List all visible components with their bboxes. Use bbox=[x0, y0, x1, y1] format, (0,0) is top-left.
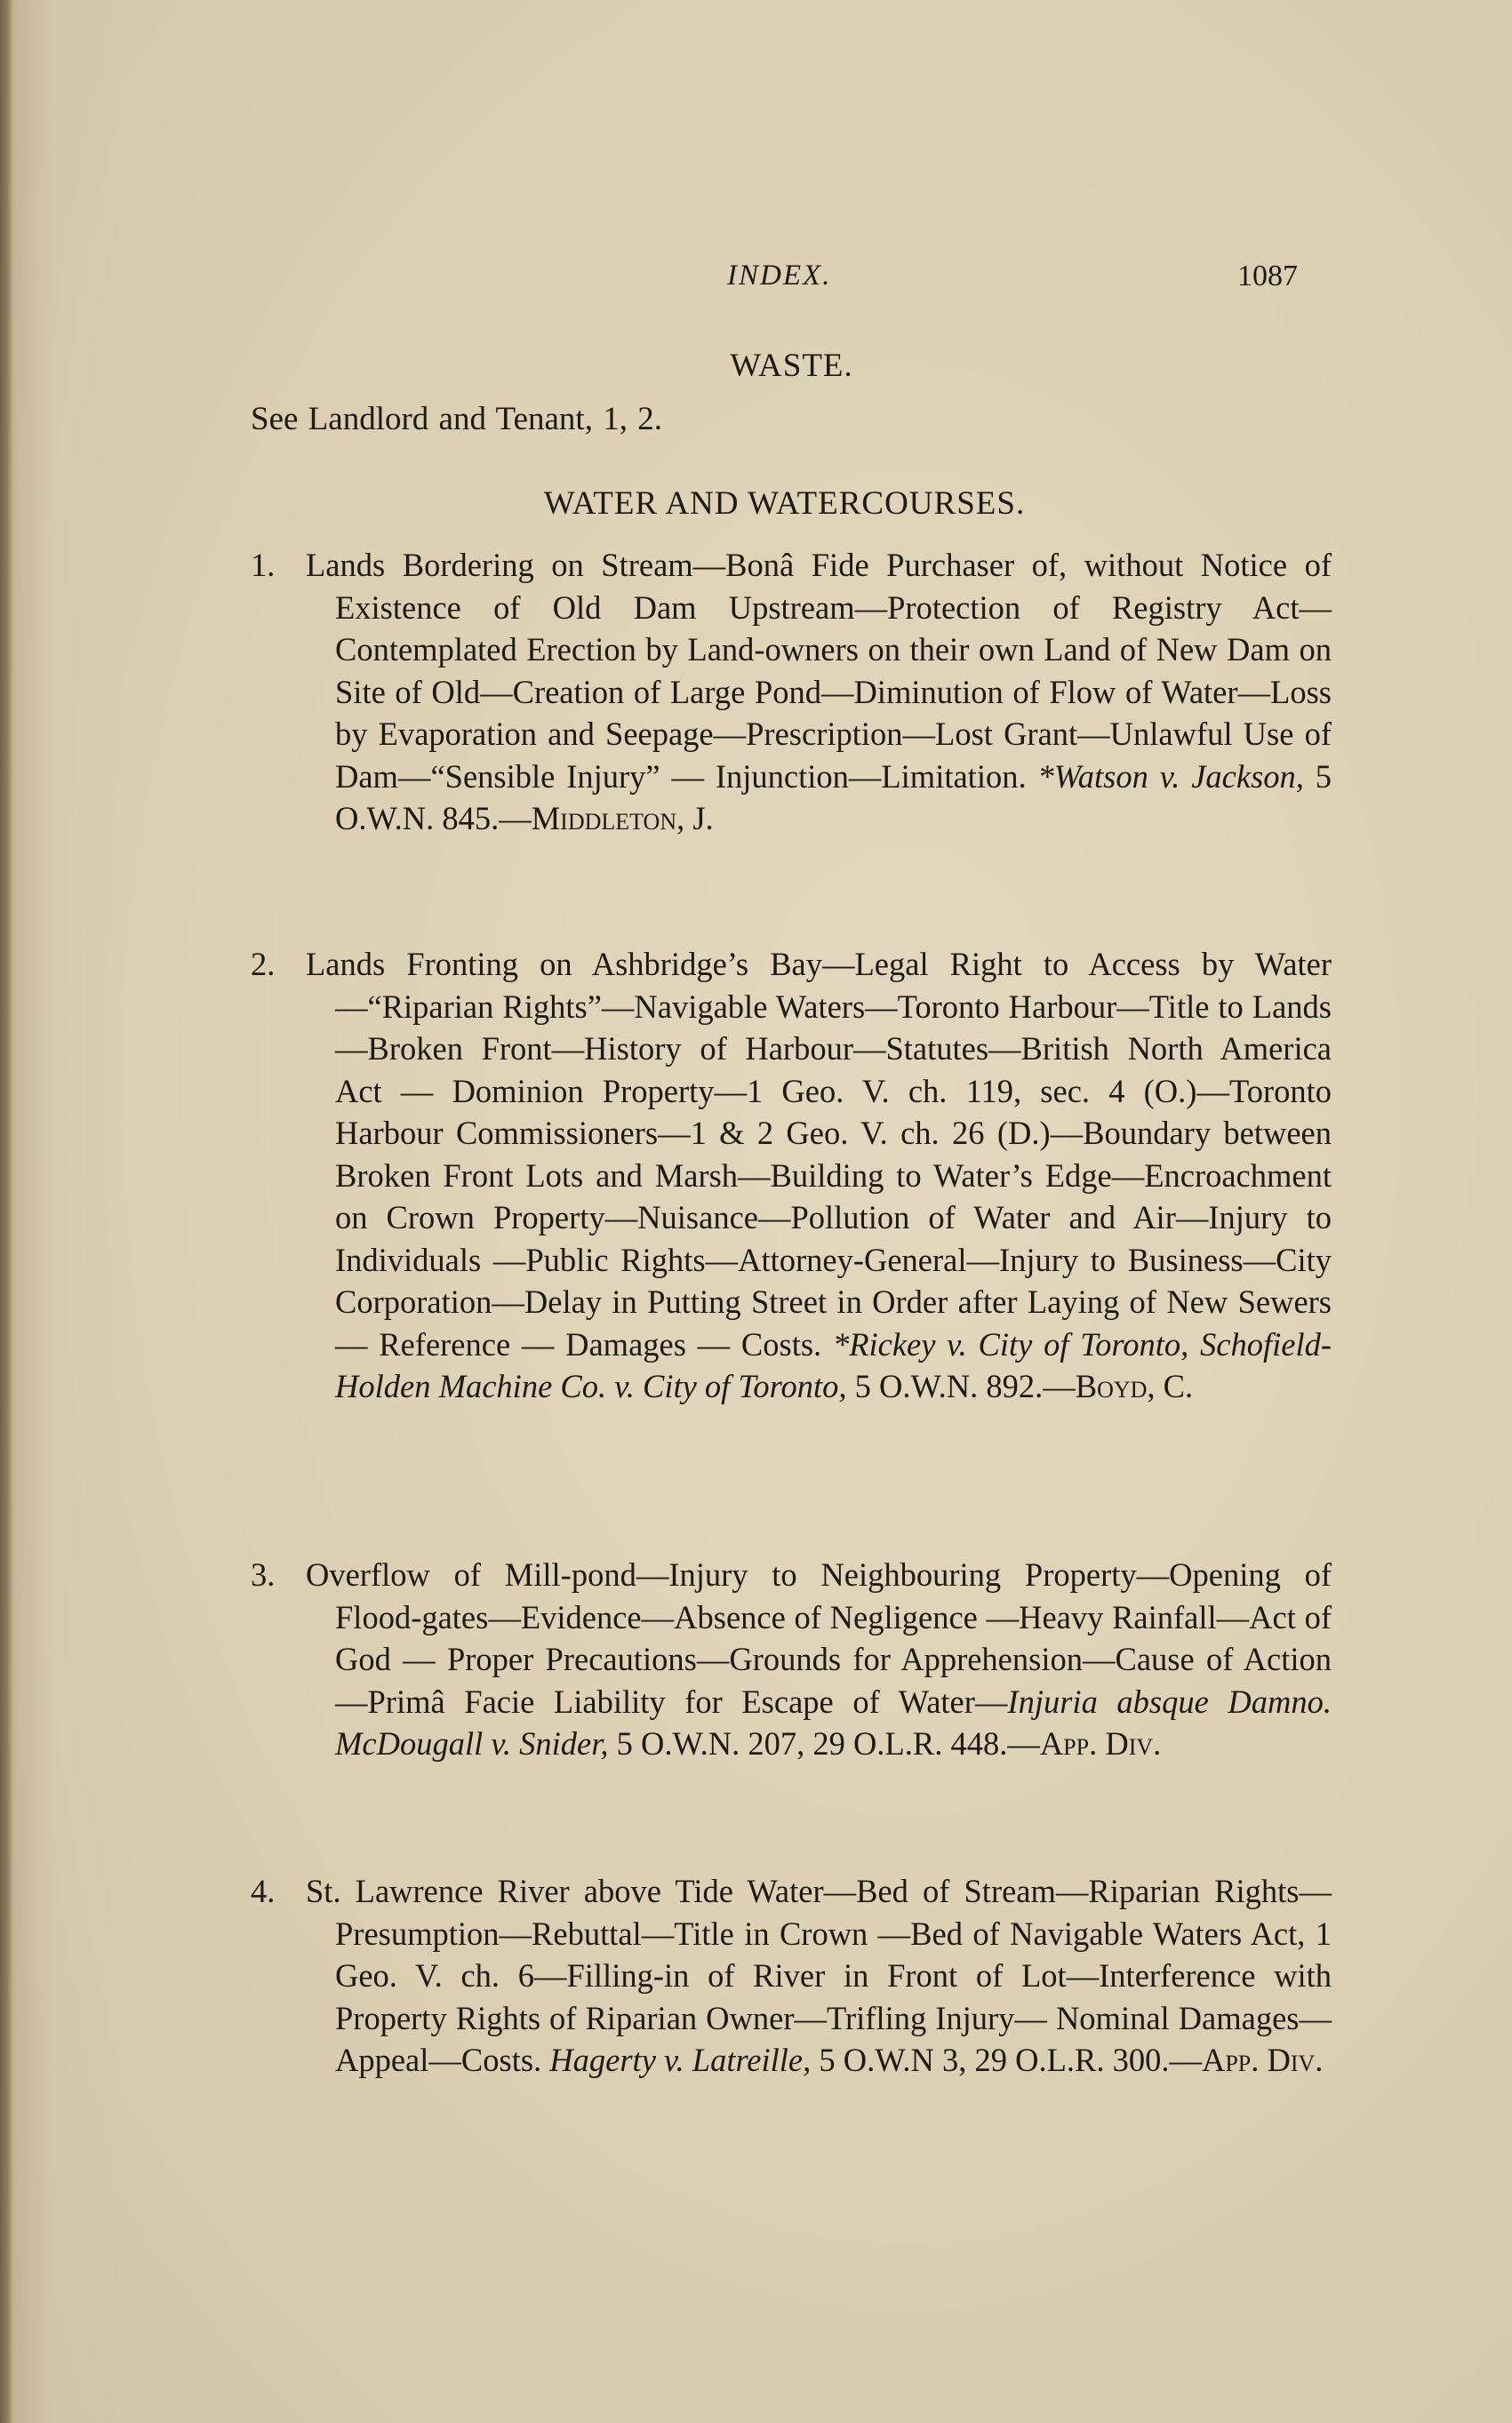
citation: 5 O.W.N. 892.— bbox=[854, 1368, 1076, 1404]
entry-summary: Overflow of Mill-pond—Injury to Neighbouring Property—Opening of Flood-gates—Evidence—Absence of Negligence —Heavy Rainfall—Act of God — Proper Precautions—Grounds for Apprehension—Cause of Action—Primâ Facie Liability for Escape of Water— bbox=[306, 1556, 1332, 1720]
entry-summary: Lands Bordering on Stream—Bonâ Fide Purchaser of, without Notice of Existence of Old Dam Upstream—Protection of Registry Act—Contemplated Erection by Land-owners on their own Land of New Dam on Site of Old—Creation of Large Pond—Diminution of Flow of Water—Loss by Evaporation and Seepage—Prescription—Lost Grant—Unlawful Use of Dam—“Sensible Injury” — Injunction—Limitation. bbox=[306, 547, 1332, 795]
entry-number: 3. bbox=[251, 1556, 276, 1593]
judge: Middleton, J. bbox=[531, 800, 714, 836]
section-heading-waste: WASTE. bbox=[730, 348, 853, 384]
entry-number: 2. bbox=[251, 946, 276, 982]
case-name: Hagerty v. Latreille, bbox=[549, 2042, 812, 2078]
case-name: Injuria absque Damno. McDougall v. Snider, bbox=[335, 1683, 1332, 1762]
entry-body bbox=[251, 1870, 1332, 2082]
cross-reference: See Landlord and Tenant, 1, 2. bbox=[251, 401, 662, 437]
case-name: *Rickey v. City of Toronto, Schofield-Holden Machine Co. v. City of Toronto, bbox=[335, 1325, 1332, 1404]
book-spine-shadow bbox=[0, 0, 12, 2423]
page-number: 1087 bbox=[1237, 260, 1298, 292]
section-heading-water: WATER AND WATERCOURSES. bbox=[543, 485, 1026, 522]
citation: 5 O.W.N 3, 29 O.L.R. 300.— bbox=[819, 2042, 1202, 2078]
index-entry bbox=[251, 1554, 1332, 1765]
index-entry bbox=[251, 1870, 1332, 2082]
citation: 5 O.W.N. 845.— bbox=[335, 757, 1332, 836]
entry-summary: St. Lawrence River above Tide Water—Bed of Stream—Riparian Rights—Presumption—Rebuttal—Title in Crown —Bed of Navigable Waters Act, 1 Geo. V. ch. 6—Filling-in of River in Front of Lot—Interference with Property Rights of Riparian Owner—Trifling Injury— Nominal Damages—Appeal—Costs. bbox=[306, 1873, 1332, 2078]
judge: App. Div. bbox=[1201, 2042, 1324, 2078]
entry-summary: Lands Fronting on Ashbridge’s Bay—Legal Right to Access by Water—“Riparian Rights”—Navigable Waters—Toronto Harbour—Title to Lands—Broken Front—History of Harbour—Statutes—British North America Act — Dominion Property—1 Geo. V. ch. 119, sec. 4 (O.)—Toronto Harbour Commissioners—1 & 2 Geo. V. ch. 26 (D.)—Boundary between Broken Front Lots and Marsh—Building to Water’s Edge—Encroachment on Crown Property—Nuisance—Pollution of Water and Air—Injury to Individuals —Public Rights—Attorney-General—Injury to Business—City Corporation—Delay in Putting Street in Order after Laying of New Sewers — Reference — Damages — Costs. bbox=[306, 946, 1332, 1363]
entry-number: 1. bbox=[251, 547, 276, 583]
citation: 5 O.W.N. 207, 29 O.L.R. 448.— bbox=[616, 1725, 1040, 1762]
judge: App. Div. bbox=[1039, 1725, 1162, 1762]
entry-body bbox=[251, 943, 1332, 1408]
index-entry bbox=[251, 943, 1332, 1408]
entry-body bbox=[251, 1554, 1332, 1765]
page-header bbox=[0, 260, 1512, 299]
judge: Boyd, C. bbox=[1075, 1368, 1194, 1404]
entry-number: 4. bbox=[251, 1873, 276, 1909]
entry-body bbox=[251, 544, 1332, 840]
case-name: *Watson v. Jackson, bbox=[1037, 757, 1304, 795]
index-entry bbox=[251, 544, 1332, 840]
running-title: INDEX. bbox=[727, 260, 832, 292]
